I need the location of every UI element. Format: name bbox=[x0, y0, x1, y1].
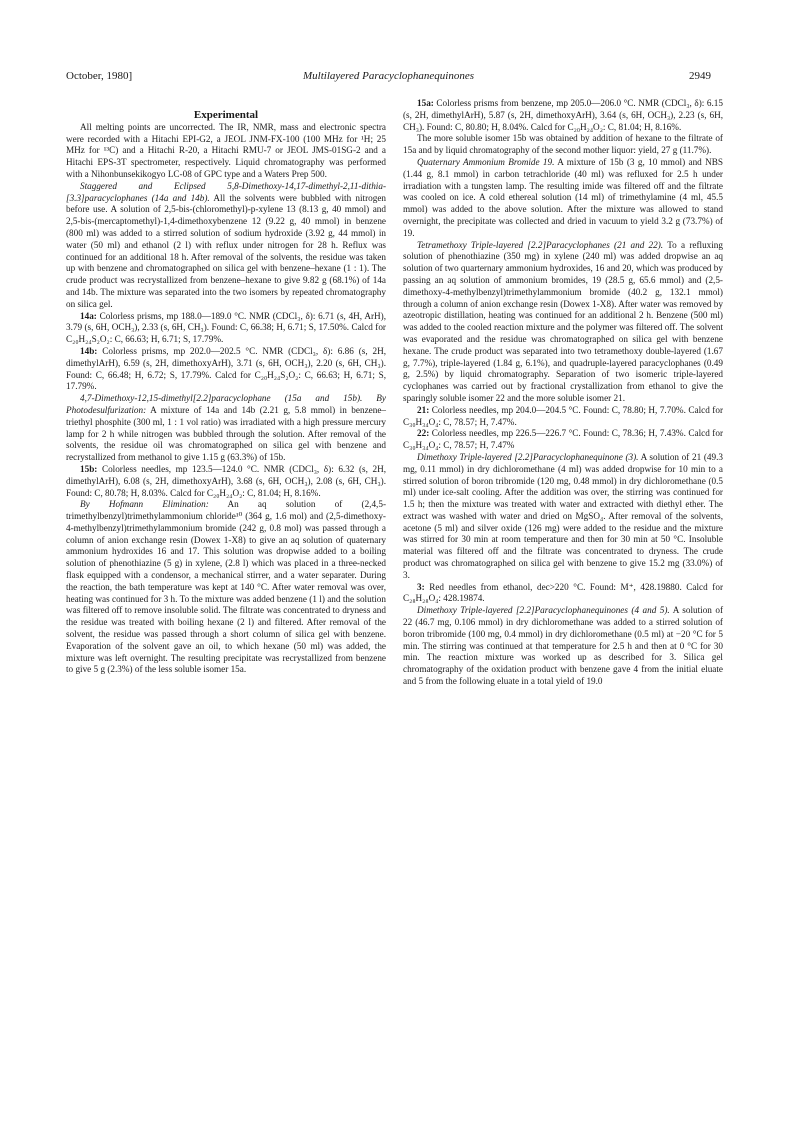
paragraph-text: Colorless needles, mp 204.0—204.5 °C. Found: C, 78.80; H, 7.70%. Calcd for C₃₀H₃₄O₄: C, 78.57; H, 7.47%. bbox=[403, 404, 724, 427]
compound-label: 15a: bbox=[417, 98, 434, 108]
paragraph-bromide-19 bbox=[403, 157, 723, 240]
left-column bbox=[66, 110, 386, 676]
paragraph-text: The more soluble isomer 15b was obtained by addition of hexane to the filtrate of 15a and by liquid chromatography of the second mother liquor: yield, 27 g (11.7%). bbox=[403, 133, 723, 156]
paragraph-text: An aq solution of (2,4,5-trimethylbenzyl)trimethylammonium chloride¹⁰ (364 g, 1.6 mol) and (2,5-dimethoxy-4-methylbenzyl)trimethylammonium bromide (242 g, 0.8 mol) was passed through a column of anion exchange resin (Dowex 1-X8) to give an aq solution of quaternary ammonium hydroxides 16 and 17. This solution was dropwise added to a boiling solution of phenothiazine (5 g) in xylene, (2.8 l) which was placed in a three-necked flask equipped with a condensor, a mechanical stirrer, and a water separater. During the reaction, the bath temperature was kept at 140 °C. After water removal was over, heating was continued for 3 h. To the mixture was added benzene (1 l) and the solution was filtered off to remove insoluble solid. The filtrate was concentrated to dryness and the residue was treated with boiling hexane (2 l) and filtered. After removal of the solvent, the residue was passed through a short column of silica gel with benzene. Evaporation of the solvent gave an oil, to which hexane (50 ml) was added, the mixture was left overnight. The resulting precipitate was recrystallized from benzene to give 5 g (2.3%) of the less soluble isomer 15a. bbox=[66, 499, 386, 675]
right-column bbox=[403, 98, 723, 688]
paragraph-14b bbox=[66, 346, 386, 393]
paragraph-compound-15 bbox=[66, 393, 386, 464]
compound-label: 3: bbox=[417, 581, 425, 592]
paragraph-compounds-21-22 bbox=[403, 240, 723, 405]
paragraph-text: Colorless needles, mp 123.5—124.0 °C. NMR (CDCl₃, δ): 6.32 (s, 2H, dimethylArH), 6.08 (s, 2H, dimethoxyArH), 3.68 (s, 6H, OCH₃), 2.08 (s, 6H, CH₃). Found: C, 80.78; H, 8.03%. Calcd for C₂₀H₂₄O₂: C, 81.04; H, 8.16%. bbox=[66, 463, 386, 498]
paragraph-text: Colorless prisms, mp 188.0—189.0 °C. NMR (CDCl₃, δ): 6.71 (s, 4H, ArH), 3.79 (s, 6H, OCH₃), 2.33 (s, 6H, CH₃). Found: C, 66.38; H, 6.71; S, 17.50%. Calcd for C₂₀H₂₄S₂O₂: C, 66.63; H, 6.71; S, 17.79%. bbox=[66, 310, 387, 345]
header-date: October, 1980] bbox=[66, 70, 133, 82]
paragraph-22 bbox=[403, 428, 723, 452]
paragraph-heading: Dimethoxy Triple-layered [2.2]Paracyclophanequinones (4 and 5). bbox=[417, 605, 670, 616]
paragraph-3 bbox=[403, 582, 723, 606]
paragraph-21 bbox=[403, 405, 723, 429]
header-running-title: Multilayered Paracyclophanequinones bbox=[303, 70, 474, 82]
paragraph-text: To a refluxing solution of phenothiazine (350 mg) in xylene (240 ml) was added dropwise an aq solution of two quarternary ammonium hydroxides, 16 and 20, which was produced by passing an aq solution of ammonium bromides, 19 (28.5 g, 65.6 mmol) and (2,5-dimethoxy-4-methylbenzyl)trimethylammonium bromide (40.2 g, 132.1 mmol) through a column of anion exchange resin (Dowex 1-X8). After water was removed by azeotropic distillation, heating was continued for an additional 2 h. Benzene (500 ml) was added to the cooled reaction mixture and the polymer was filtered off. The solvent was evaporated and the residue was chromatographed on silica gel with benzene hexane. The crude product was separated into two tetramethoxy double-layered (1.67 g, 7.7%), triple-layered (1.84 g, 6.1%), and quadruple-layered paracyclophanes (0.49 g, 2.5%) by liquid chromatography. Separation of two isomeric triple-layered cyclophanes was carried out by fractional crystallization from ethanol to give the sparingly soluble isomer 22 and the more soluble isomer 21. bbox=[403, 239, 723, 403]
paragraph-text: A mixture of 15b (3 g, 10 mmol) and NBS (1.44 g, 8.1 mmol) in carbon tetrachloride (40 ml) was refluxed for 2.5 h under irradiation with a tungsten lamp. The resulting imide was filtered off and the filtrate was cooled on ice. A cold ethereal solution (14 ml) of trimethylamine (4 ml, 45.5 mmol) was added to the above solution. After the mixture was allowed to stand overnight, the precipitate was collected and dried in vacuum to yield 3.2 g (73.7%) of 19. bbox=[403, 156, 723, 238]
paragraph-text: A solution of 21 (49.3 mg, 0.11 mmol) in dry dichloromethane (4 ml) was added dropwise for 10 min to a stirred solution of boron tribromide (120 mg, 0.48 mmol) in dry dichloromethane (0.5 ml) under ice-salt cooling. After the addition was over, the stirring was continued for 1.5 h; then the mixture was treated with water and extracted with diethyl ether. The extract was washed with water and dried on MgSO₄. After removal of the solvents, acetone (5 ml) and silver oxide (126 mg) were added to the residue and the mixture was stirred for 30 min at room temperature and then for 30 min at 50 °C. Insoluble material was filtered off and the filtrate was concentrated to dryness. The crude product was chromatographed on silica gel with benzene to give 15.2 mg (33.0%) of 3. bbox=[403, 451, 723, 580]
paragraph-text: Red needles from ethanol, dec>220 °C. Found: M⁺, 428.19880. Calcd for C₂₈H₂₈O₄: 428.19874. bbox=[403, 581, 723, 604]
paragraph-text: Colorless needles, mp 226.5—226.7 °C. Found: C, 78.36; H, 7.43%. Calcd for C₃₀H₃₄O₄: C, 78.57; H, 7.47% bbox=[403, 428, 724, 451]
paragraph-quinones-4-5 bbox=[403, 605, 723, 688]
paragraph-heading: 4,7-Dimethoxy-12,15-dimethyl[2.2]paracyclophane (15a and 15b). By Photodesulfurization: bbox=[66, 393, 386, 415]
compound-label: 21: bbox=[417, 404, 430, 415]
paragraph-15b bbox=[66, 464, 386, 499]
paragraph-heading: Tetramethoxy Triple-layered [2.2]Paracyclophanes (21 and 22). bbox=[417, 239, 664, 250]
paragraph-heading: Quaternary Ammonium Bromide 19. bbox=[417, 156, 555, 167]
paragraph-text: A mixture of 14a and 14b (2.21 g, 5.8 mmol) in benzene–triethyl phosphite (300 ml, 1 : 1 vol ratio) was irradiated with a high pressure mercury lamp for 2 h while nitrogen was bubbled through the solution. After removal of the solvents, the residue oil was chromatographed on silica gel with benzene and recrystallized from methanol to give 1.15 g (63.3%) of 15b. bbox=[66, 404, 386, 463]
paragraph-text: Colorless prisms, mp 202.0—202.5 °C. NMR (CDCl₃, δ): 6.86 (s, 2H, dimethylArH), 6.59 (s, 2H, dimethoxyArH), 3.71 (s, 6H, OCH₃), 2.20 (s, 6H, CH₃). Found: C, 66.48; H, 6.72; S, 17.79%. Calcd for C₂₀H₂₄S₂O₂: C, 66.63; H, 6.71; S, 17.79%. bbox=[66, 345, 387, 392]
paragraph-14a bbox=[66, 311, 386, 346]
compound-label: 14a: bbox=[80, 310, 97, 321]
paragraph-text: Colorless prisms from benzene, mp 205.0—206.0 °C. NMR (CDCl₃, δ): 6.15 (s, 2H, dimethylArH), 5.87 (s, 2H, dimethoxyArH), 3.64 (s, 6H, OCH₃), 2.23 (s, 6H, CH₃). Found: C, 80.80; H, 8.04%. Calcd for C₂₀H₂₄O₂: C, 81.04; H, 8.16%. bbox=[403, 98, 723, 132]
paragraph-quinone-3 bbox=[403, 452, 723, 582]
paragraph-general-methods bbox=[66, 122, 386, 181]
paragraph-heading: Staggered and Eclipsed 5,8-Dimethoxy-14,17-dimethyl-2,11-dithia-[3.3]paracyclophanes (14a and 14b). bbox=[66, 180, 386, 203]
paragraph-15b-isolation bbox=[403, 133, 723, 157]
compound-label: 15b: bbox=[80, 463, 98, 474]
paragraph-heading: By Hofmann Elimination: bbox=[80, 499, 209, 510]
paragraph-15a bbox=[403, 98, 723, 133]
paragraph-heading: Dimethoxy Triple-layered [2.2]Paracyclophanequinone (3). bbox=[417, 451, 639, 462]
paragraph-text: All melting points are uncorrected. The IR, NMR, mass and electronic spectra were recorded with a Hitachi EPI-G2, a JEOL JNM-FX-100 (100 MHz for ¹H; 25 MHz for ¹³C) and a Hitachi R-20, a Hitachi RMU-7 or JEOL JMS-01SG-2 and a Hitachi EPS-3T spectrometer, respectively. Liquid chromatography was performed with a Nihonbunsekikogyo LC-08 of GPC type and a Waters Prep 500. bbox=[66, 121, 386, 179]
paragraph-text: All the solvents were bubbled with nitrogen before use. A solution of 2,5-bis-(chloromethyl)-p-xylene 13 (8.13 g, 40 mmol) and 2,5-bis-(mercaptomethyl)-1,4-dimethoxybenzene 12 (9.22 g, 40 mmol) in benzene (800 ml) was added to a stirred solution of sodium hydroxide (3.92 g, 44 mmol) in water (50 ml) and ethanol (2 l) with reflux under nitrogen for 28 h. Reflux was continued for an additional 18 h. After removal of the solvents, the residue was taken up with benzene and chromatographed on silica gel with benzene–hexane (1 : 1). The crude product was recrystallized from benzene–hexane to give 9.82 g (68.1%) of 14a and 14b. The mixture was separated into the two isomers by repeated chromatography on silica gel. bbox=[66, 192, 386, 309]
header-page-number: 2949 bbox=[689, 70, 711, 82]
section-title-experimental: Experimental bbox=[193, 109, 259, 121]
running-header bbox=[66, 70, 711, 86]
paragraph-hofmann-elimination bbox=[66, 499, 386, 676]
compound-label: 14b: bbox=[80, 345, 98, 356]
compound-label: 22: bbox=[417, 428, 430, 439]
paragraph-text: A solution of 22 (46.7 mg, 0.106 mmol) in dry dichloromethane was added to a stirred solution of boron tribromide (100 mg, 0.4 mmol) in dry dichloromethane (0.5 ml) at −20 °C for 5 min. The stirring was continued at that temperature for 2.5 h and then at 0 °C for 30 min. The reaction mixture was worked up as described for 3. Silica gel chromatography of the oxidation product with benzene gave 4 from the initial eluate and 5 from the following eluate in a total yield of 19.0 bbox=[403, 605, 724, 687]
paragraph-compound-14 bbox=[66, 181, 386, 311]
